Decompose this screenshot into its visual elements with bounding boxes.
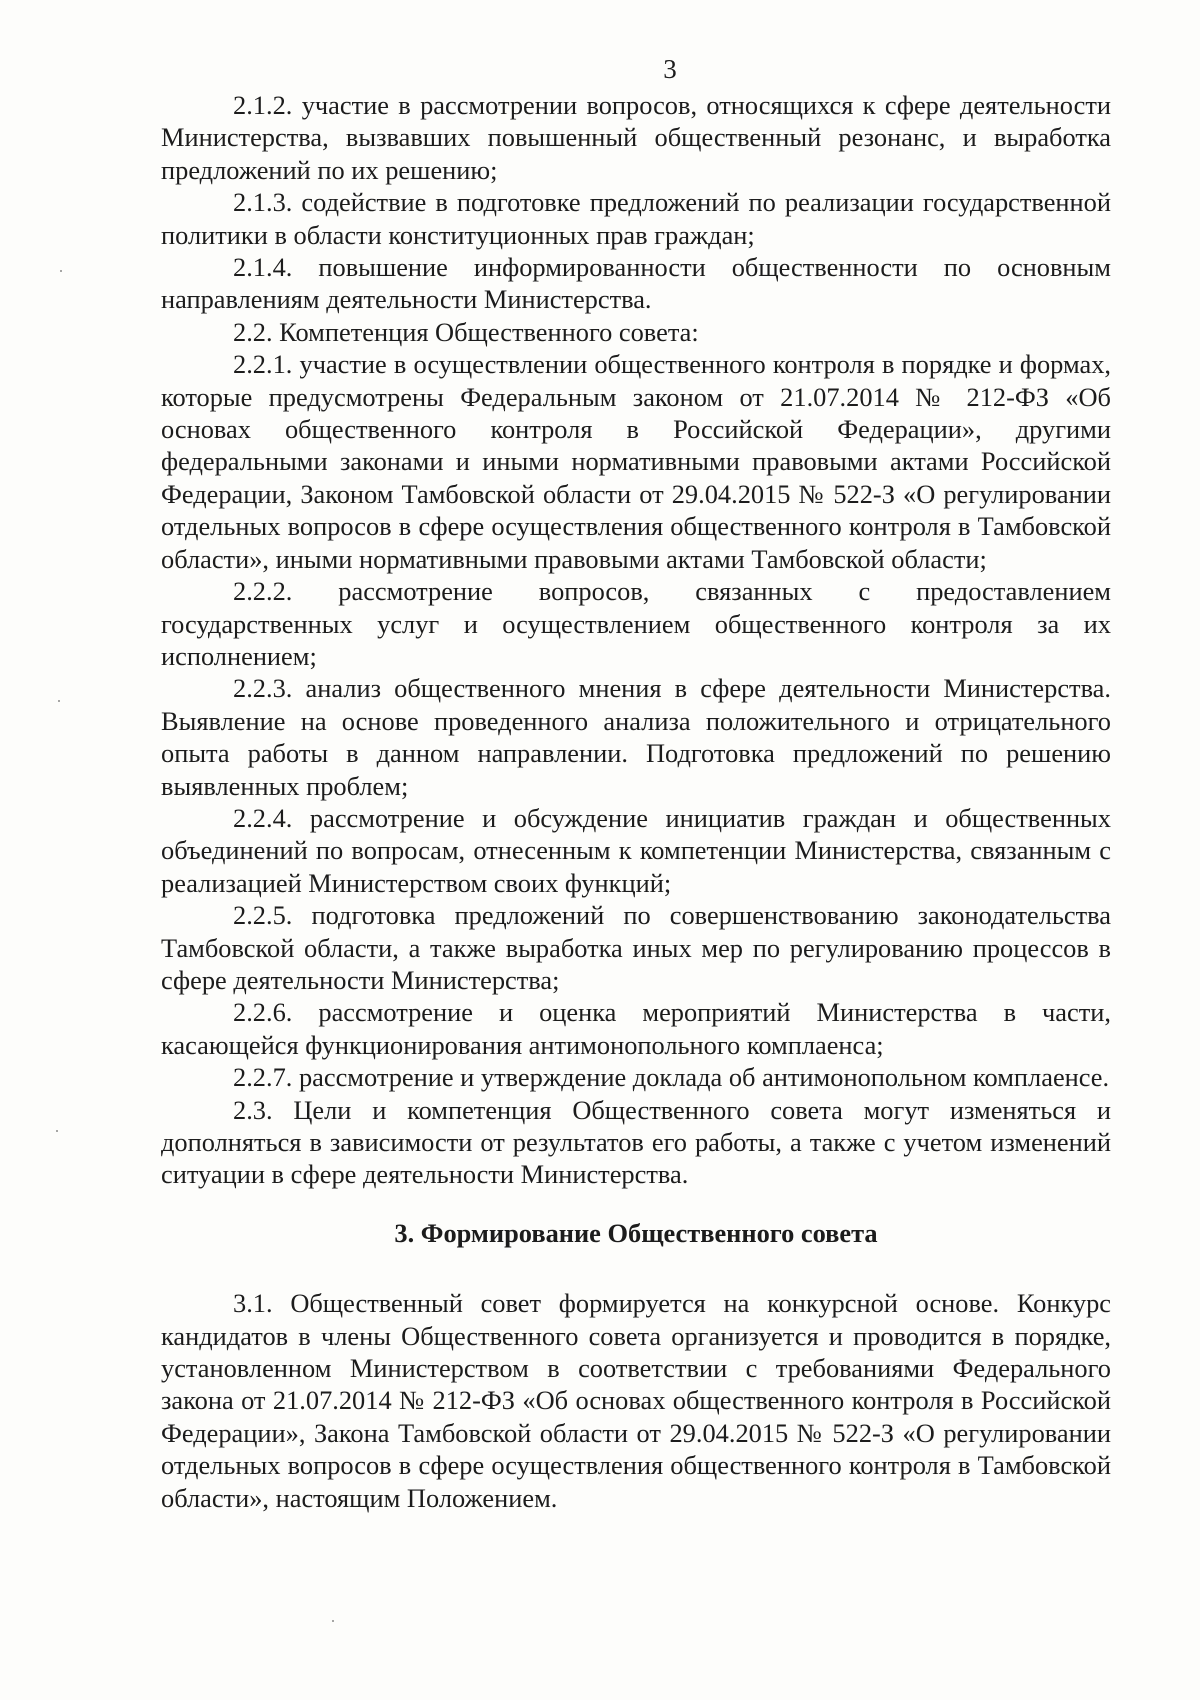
paragraph-3-1: 3.1. Общественный совет формируется на конкурсной основе. Конкурс кандидатов в члены Общественного совета организуется и проводится в порядке, установленном Министерством в соответствии с требованиями Федерального закона от 21.07.2014 № 212-ФЗ «Об основах общественного контроля в Российской Федерации», Закона Тамбовской области от 29.04.2015 № 522-З «О регулировании отдельных вопросов в сфере осуществления общественного контроля в Тамбовской области», настоящим Положением.: [161, 1288, 1111, 1513]
paragraph-2-2-1: 2.2.1. участие в осуществлении общественного контроля в порядке и формах, которые предусмотрены Федеральным законом от 21.07.2014 № 212-ФЗ «Об основах общественного контроля в Российской Федерации», другими федеральными законами и иными нормативными правовыми актами Российской Федерации, Законом Тамбовской области от 29.04.2015 № 522-З «О регулировании отдельных вопросов в сфере осуществления общественного контроля в Тамбовской области», иными нормативными правовыми актами Тамбовской области;: [161, 349, 1111, 574]
paragraph-2-1-2: 2.1.2. участие в рассмотрении вопросов, относящихся к сфере деятельности Министерства, вызвавших повышенный общественный резонанс, и выработка предложений по их решению;: [161, 90, 1111, 185]
document-body: [161, 89, 1111, 1514]
section-heading: 3. Формирование Общественного совета: [394, 1217, 878, 1248]
paragraph-2-2-7: 2.2.7. рассмотрение и утверждение доклада об антимонопольном комплаенсе.: [233, 1062, 1110, 1093]
scan-speck: [58, 700, 60, 702]
paragraph-2-2-6: 2.2.6. рассмотрение и оценка мероприятий Министерства в части, касающейся функционирования антимонопольного комплаенса;: [161, 997, 1111, 1060]
scan-speck: [332, 1620, 334, 1622]
paragraph-2-1-4: 2.1.4. повышение информированности общественности по основным направлениям деятельности Министерства.: [161, 252, 1111, 315]
paragraph-2-2-4: 2.2.4. рассмотрение и обсуждение инициатив граждан и общественных объединений по вопросам, отнесенным к компетенции Министерства, связанным с реализацией Министерством своих функций;: [161, 802, 1111, 898]
paragraph-2-3: 2.3. Цели и компетенция Общественного совета могут изменяться и дополняться в зависимости от результатов его работы, а также с учетом изменений ситуации в сфере деятельности Министерства.: [161, 1094, 1111, 1190]
page-number: 3: [663, 54, 677, 84]
paragraph-2-2-2: 2.2.2. рассмотрение вопросов, связанных с предоставлением государственных услуг и осуществлением общественного контроля за их исполнением;: [161, 576, 1111, 671]
paragraph-2-2-5: 2.2.5. подготовка предложений по совершенствованию законодательства Тамбовской области, а также выработка иных мер по регулированию процессов в сфере деятельности Министерства;: [161, 900, 1111, 995]
paragraph-2-2-3: 2.2.3. анализ общественного мнения в сфере деятельности Министерства. Выявление на основе проведенного анализа положительного и отрицательного опыта работы в данном направлении. Подготовка предложений по решению выявленных проблем;: [161, 673, 1111, 801]
paragraph-2-1-3: 2.1.3. содействие в подготовке предложений по реализации государственной политики в области конституционных прав граждан;: [161, 187, 1111, 250]
scan-speck: [56, 1130, 58, 1132]
scan-speck: [60, 270, 62, 272]
paragraph-2-2: 2.2. Компетенция Общественного совета:: [233, 316, 699, 347]
